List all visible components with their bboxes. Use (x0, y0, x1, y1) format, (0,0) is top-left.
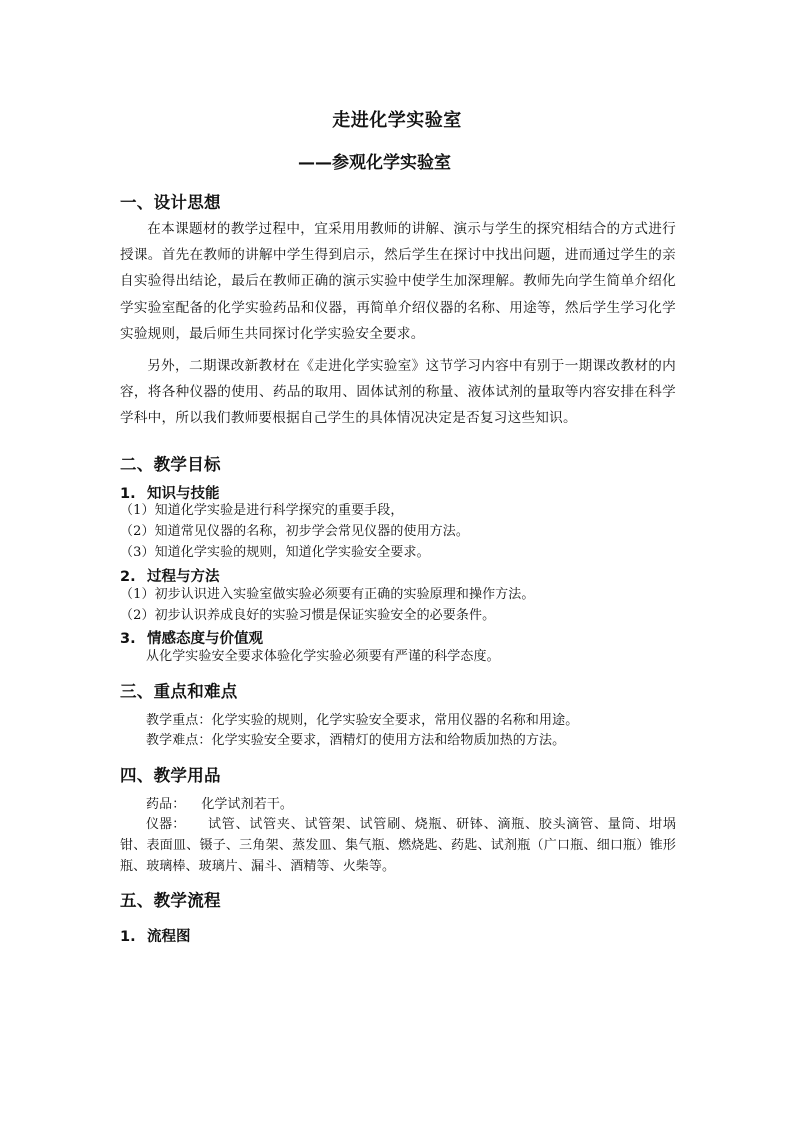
goal-item: 从化学实验安全要求体验化学实验必须要有严谨的科学态度。 (146, 649, 500, 664)
drugs-label: 药品： (146, 797, 186, 812)
goal-group-number: 2. (120, 569, 136, 585)
goal-group-number: 3. (120, 631, 136, 647)
flowchart-subheading (120, 925, 191, 946)
section-heading-goals: 二、教学目标 (120, 455, 221, 474)
goal-group-process (120, 565, 220, 586)
section-heading-keypoints: 三、重点和难点 (120, 682, 238, 701)
goal-group-title: 过程与方法 (147, 569, 220, 585)
flow-number: 1. (120, 929, 136, 945)
design-paragraph-1: 在本课题材的教学过程中，宜采用用教师的讲解、演示与学生的探究相结合的方式进行授课。首先在教师的讲解中学生得到启示，然后学生在探讨中找出问题，进而通过学生的亲自实验得出结论，最后在教师正确的演示实验中使学生加深理解。教师先向学生简单介绍化学实验室配备的化学实验药品和仪器，再简单介绍仪器的名称、用途等，然后学生学习化学实验规则，最后师生共同探讨化学实验安全要求。 (120, 221, 676, 342)
goal-group-number: 1. (120, 486, 136, 502)
goal-group-knowledge (120, 482, 220, 503)
goal-group-title: 知识与技能 (147, 486, 220, 502)
instruments-text: 试管、试管夹、试管架、试管刷、烧瓶、研钵、滴瓶、胶头滴管、量筒、坩埚钳、表面皿、镊子、三角架、蒸发皿、集气瓶、燃烧匙、药匙、试剂瓶（广口瓶、细口瓶）锥形瓶、玻璃棒、玻璃片、漏斗、酒精等、火柴等。 (120, 817, 676, 874)
goal-item: （1）知道化学实验是进行科学探究的重要手段， (120, 503, 404, 518)
section-heading-supplies: 四、教学用品 (120, 766, 221, 785)
section-heading-design: 一、设计思想 (120, 193, 221, 212)
teaching-difficulty: 教学难点：化学实验安全要求，酒精灯的使用方法和给物质加热的方法。 (146, 733, 566, 748)
flow-title: 流程图 (147, 929, 191, 945)
teaching-focus: 教学重点：化学实验的规则，化学实验安全要求，常用仪器的名称和用途。 (146, 713, 579, 728)
goal-item: （2）初步认识养成良好的实验习惯是保证实验安全的必要条件。 (120, 608, 496, 623)
instruments-label: 仪器： (146, 817, 186, 832)
supplies-drugs (120, 795, 293, 815)
goal-item: （3）知道化学实验的规则，知道化学实验安全要求。 (120, 545, 430, 560)
supplies-instruments (120, 814, 676, 877)
document-title: 走进化学实验室 (332, 110, 462, 131)
section-heading-flow: 五、教学流程 (120, 891, 221, 910)
goal-group-attitude (120, 627, 263, 648)
goal-item: （2）知道常见仪器的名称，初步学会常见仪器的使用方法。 (120, 524, 469, 539)
document-subtitle: ——参观化学实验室 (298, 153, 451, 173)
design-paragraph-2: 另外，二期课改新教材在《走进化学实验室》这节学习内容中有别于一期课改教材的内容，将各种仪器的使用、药品的取用、固体试剂的称量、液体试剂的量取等内容安排在科学学科中，所以我们教师要根据自己学生的具体情况决定是否复习这些知识。 (120, 358, 676, 427)
goal-item: （1）初步认识进入实验室做实验必须要有正确的实验原理和操作方法。 (120, 587, 535, 602)
goal-group-title: 情感态度与价值观 (147, 631, 263, 647)
drugs-text: 化学试剂若干。 (201, 797, 294, 812)
